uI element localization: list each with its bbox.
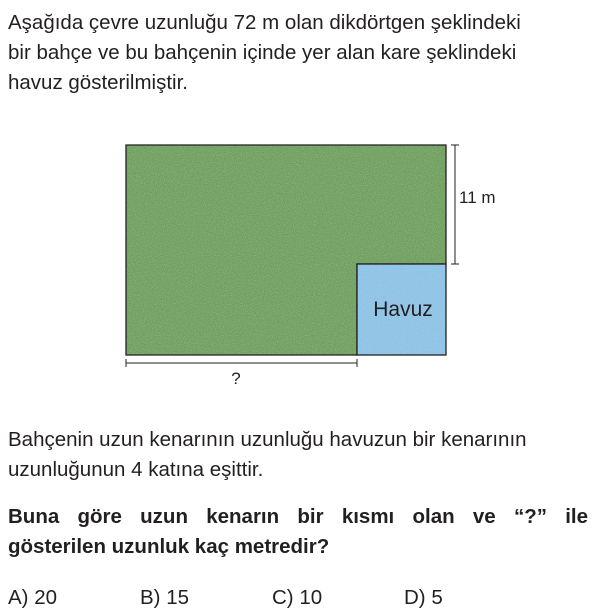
intro-line: bir bahçe ve bu bahçenin içinde yer alan kare şeklindeki: [8, 41, 517, 64]
unknown-label: ?: [231, 369, 241, 388]
condition-line: uzunluğunun 4 katına eşittir.: [8, 458, 264, 481]
side-label: 11 m: [459, 188, 496, 207]
intro-line: havuz gösterilmiştir.: [8, 71, 189, 94]
pool-label: Havuz: [373, 298, 433, 321]
unknown-dimension: [126, 359, 357, 367]
question-line: Buna göre uzun kenarın bir kısmı olan ve “?” ile: [8, 505, 588, 528]
option-c[interactable]: C) 10: [272, 586, 323, 609]
intro-line: Aşağıda çevre uzunluğu 72 m olan dikdörtgen şeklindeki: [8, 11, 521, 34]
option-b[interactable]: B) 15: [140, 586, 189, 609]
question-text: [8, 502, 588, 562]
question-line: gösterilen uzunluk kaç metredir?: [8, 535, 330, 558]
condition-line: Bahçenin uzun kenarının uzunluğu havuzun bir kenarının: [8, 428, 527, 451]
side-dimension: [451, 145, 459, 264]
pool-area: [357, 264, 446, 355]
condition-text: [8, 425, 588, 485]
option-a[interactable]: A) 20: [8, 586, 57, 609]
option-d[interactable]: D) 5: [404, 586, 443, 609]
